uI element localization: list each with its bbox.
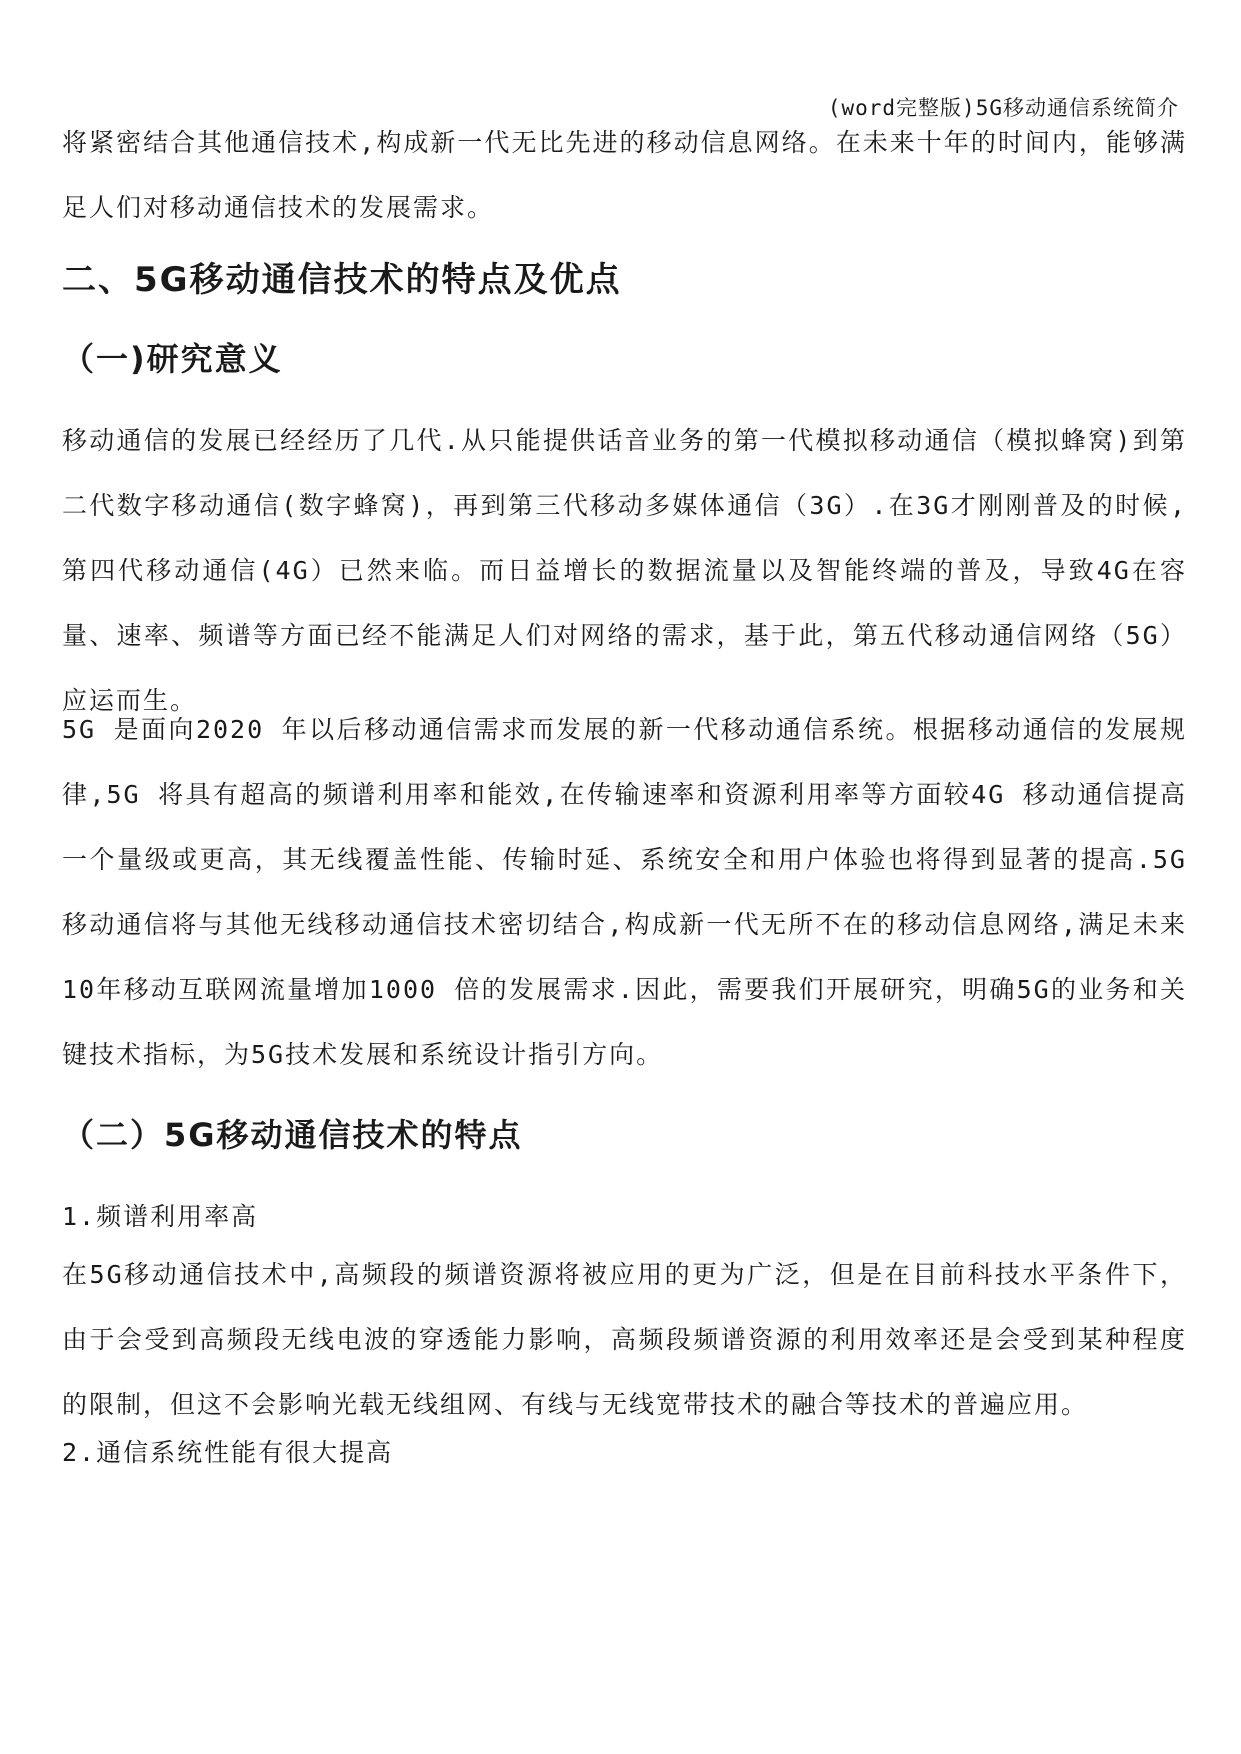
section-heading-block — [62, 252, 1187, 301]
item-1-paragraph: 在5G移动通信技术中,高频段的频谱资源将被应用的更为广泛，但是在目前科技水平条件下，由于会受到高频段无线电波的穿透能力影响，高频段频谱资源的利用效率还是会受到某种程度的限制，但这不会影响光载无线组网、有线与无线宽带技术的融合等技术的普遍应用。 — [62, 1260, 1187, 1419]
research-paragraph-1: 移动通信的发展已经经历了几代.从只能提供话音业务的第一代模拟移动通信（模拟蜂窝)到第二代数字移动通信(数字蜂窝)，再到第三代移动多媒体通信（3G）.在3G才刚刚普及的时候,第四代移动通信(4G）已然来临。而日益增长的数据流量以及智能终端的普及，导致4G在容量、速率、频谱等方面已经不能满足人们对网络的需求，基于此，第五代移动通信网络（5G）应运而生。 — [62, 426, 1187, 715]
item-1-paragraph-block — [62, 1242, 1187, 1437]
section-heading: 二、5G移动通信技术的特点及优点 — [62, 260, 622, 300]
research-paragraph-1-block — [62, 408, 1187, 733]
item-2-title-block — [62, 1433, 1187, 1469]
subsection-heading-research-significance: （一)研究意义 — [62, 340, 283, 378]
item-2-title: 2.通信系统性能有很大提高 — [62, 1438, 394, 1467]
subsection-heading-1-block — [62, 334, 1187, 380]
research-paragraph-2: 5G 是面向2020 年以后移动通信需求而发展的新一代移动通信系统。根据移动通信的发展规律,5G 将具有超高的频谱利用率和能效,在传输速率和资源利用率等方面较4G 移动通信提高一个量级或更高，其无线覆盖性能、传输时延、系统安全和用户体验也将得到显著的提高.5G 移动通信将与其他无线移动通信技术密切结合,构成新一代无所不在的移动信息网络,满足未来10年移动互联网流量增加1000 倍的发展需求.因此，需要我们开展研究，明确5G的业务和关键技术指标，为5G技术发展和系统设计指引方向。 — [62, 715, 1187, 1069]
intro-paragraph-block — [62, 110, 1187, 240]
research-paragraph-2-block — [62, 697, 1187, 1087]
subsection-heading-2-block — [62, 1110, 1187, 1156]
intro-paragraph: 将紧密结合其他通信技术,构成新一代无比先进的移动信息网络。在未来十年的时间内，能够满足人们对移动通信技术的发展需求。 — [62, 128, 1187, 222]
item-1-title-block — [62, 1197, 1187, 1233]
page-header: (word完整版)5G移动通信系统简介 — [827, 96, 1179, 120]
item-1-title: 1.频谱利用率高 — [62, 1202, 259, 1231]
subsection-heading-5g-features: （二）5G移动通信技术的特点 — [62, 1116, 523, 1154]
